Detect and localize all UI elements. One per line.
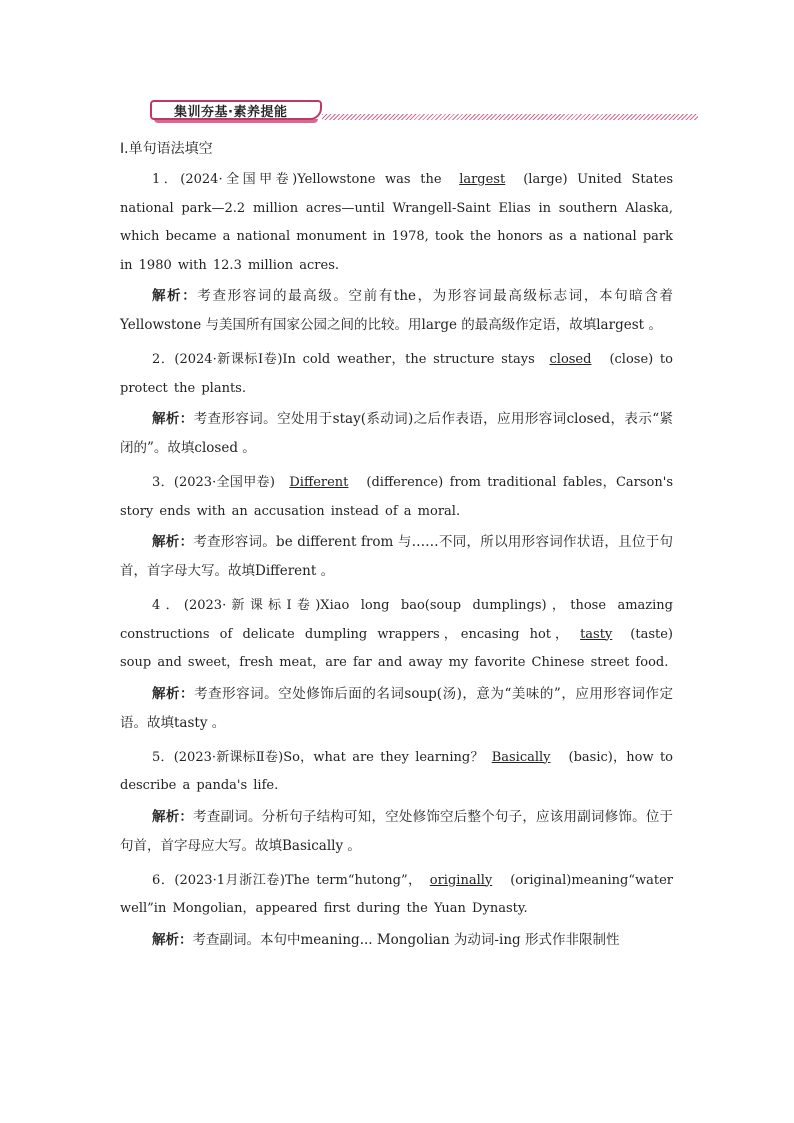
explanation-text: 考查形容词的最高级。空前有the，为形容词最高级标志词，本句暗含着Yellowstone 与美国所有国家公园之间的比较。用large 的最高级作定语，故填largest 。 (120, 288, 674, 333)
explanation-text: 考查形容词。空处用于stay(系动词)之后作表语，应用形容词closed，表示“紧闭的”。故填closed 。 (120, 411, 674, 456)
explanation (120, 803, 673, 861)
explanation (120, 282, 673, 340)
question-pre: 2．(2024·新课标Ⅰ卷)In cold weather，the structure stays (152, 352, 542, 367)
answer-blank: originally (429, 872, 493, 888)
question-pre: 4．(2023·新课标Ⅰ卷)Xiao long bao(soup dumplings)，those amazing constructions of delicate dumpling wrappers，encasing hot， (120, 598, 673, 642)
question-post: (large) United States national park—2.2 million acres—until Wrangell-Saint Elias in southern Alaska, which became a national monument in 1978, took the honors as a national park in 1980 with 12.3 million acres. (120, 172, 674, 273)
question-item (120, 744, 673, 861)
explanation (120, 680, 673, 738)
question-post: (close) to protect the plants. (120, 352, 673, 396)
banner-hatch-line (322, 114, 698, 120)
explanation (120, 405, 673, 463)
explanation-text: 考查形容词。空处修饰后面的名词soup(汤)，意为“美味的”，应用形容词作定语。故填tasty 。 (120, 685, 674, 731)
banner-box (150, 100, 322, 120)
question-post: (basic)，how to describe a panda's life. (120, 749, 674, 793)
explanation-label: 解析： (152, 411, 194, 427)
question-item (120, 469, 673, 586)
question-text (120, 592, 673, 678)
explanation-label: 解析： (152, 288, 198, 304)
question-pre: 1．(2024·全国甲卷)Yellowstone was the (152, 172, 452, 187)
question-pre: 5．(2023·新课标Ⅱ卷)So，what are they learning？ (152, 749, 484, 765)
question-post: (original)meaning“water well”in Mongolian，appeared first during the Yuan Dynasty. (120, 872, 673, 916)
explanation (120, 926, 673, 955)
answer-blank: tasty (580, 626, 613, 642)
explanation (120, 528, 673, 586)
explanation-text: 考查副词。本句中meaning... Mongolian 为动词-ing 形式作非限制性 (192, 931, 620, 948)
explanation-label: 解析： (152, 808, 194, 825)
answer-blank: largest (459, 172, 506, 187)
section-banner (150, 100, 698, 124)
explanation-label: 解析： (152, 534, 194, 550)
question-text (120, 469, 673, 526)
answer-blank: Basically (491, 749, 551, 765)
question-item (120, 592, 673, 738)
answer-blank: Different (289, 475, 349, 490)
question-pre: 3．(2023·全国甲卷) (152, 475, 282, 490)
explanation-label: 解析： (152, 931, 193, 948)
section-title: Ⅰ.单句语法填空 (120, 141, 213, 157)
question-text (120, 346, 673, 403)
question-text (120, 744, 673, 801)
question-post: (difference) from traditional fables，Carson's story ends with an accusation instead of a moral. (120, 475, 673, 519)
question-pre: 6．(2023·1月浙江卷)The term“hutong”， (152, 872, 422, 888)
exercise-content (120, 138, 673, 961)
question-item (120, 166, 673, 340)
question-text (120, 867, 673, 924)
question-text (120, 166, 673, 280)
answer-blank: closed (549, 352, 592, 367)
explanation-text: 考查形容词。be different from 与……不同，所以用形容词作状语，且位于句首，首字母大写。故填Different 。 (120, 534, 673, 579)
banner-title: 集训夯基·素养提能 (174, 104, 288, 120)
question-item (120, 867, 673, 955)
explanation-text: 考查副词。分析句子结构可知，空处修饰空后整个句子，应该用副词修饰。位于句首，首字母应大写。故填Basically 。 (120, 808, 674, 854)
question-item (120, 346, 673, 463)
explanation-label: 解析： (152, 685, 195, 702)
question-post: (taste) soup and sweet，fresh meat，are far and away my favorite Chinese street food. (120, 626, 673, 670)
